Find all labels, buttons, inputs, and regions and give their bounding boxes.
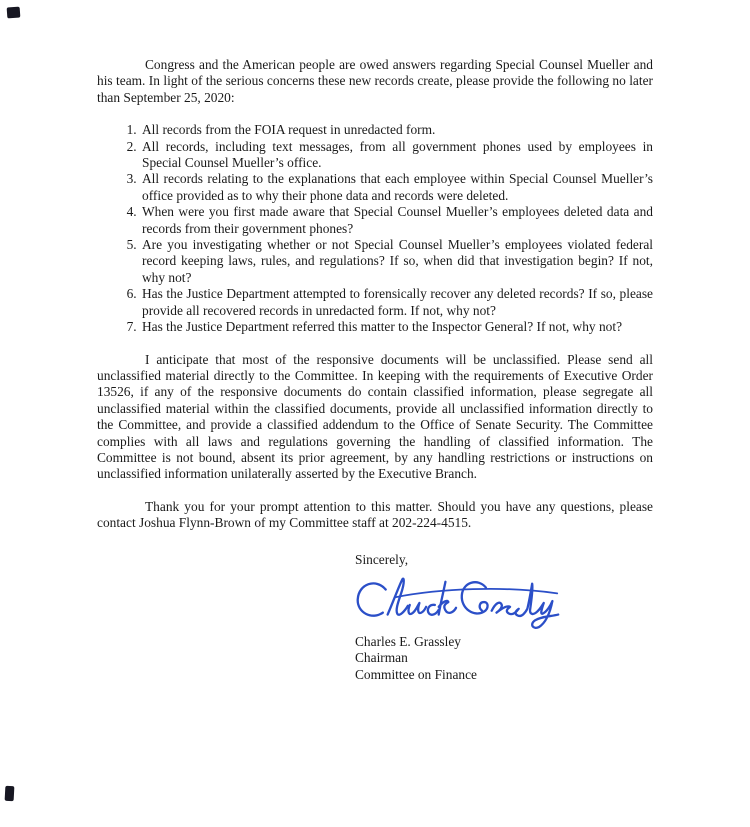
request-item-2: 2. All records, including text messages, from all government phones used by employees in Special Counsel Mueller’s office. [140, 139, 653, 172]
closing-block [355, 552, 653, 684]
signer-organization: Committee on Finance [355, 666, 477, 682]
numbered-request-list [97, 122, 653, 335]
request-item-1: 1. All records from the FOIA request in unredacted form. [140, 122, 653, 138]
request-item-7: 7. Has the Justice Department referred this matter to the Inspector General? If not, why not? [140, 319, 653, 335]
scan-artifact-bottom-left [5, 786, 15, 801]
scan-artifact-top-left [7, 7, 21, 19]
closing-salutation: Sincerely, [355, 551, 409, 567]
signature-image [351, 574, 563, 632]
signer-name: Charles E. Grassley [355, 633, 461, 649]
request-item-6: 6. Has the Justice Department attempted to forensically recover any deleted records? If so, please provide all recovered records in unredacted form. If not, why not? [140, 286, 653, 319]
request-item-4: 4. When were you first made aware that Special Counsel Mueller’s employees deleted data and records from their government phones? [140, 204, 653, 237]
paragraph-classification: I anticipate that most of the responsive documents will be unclassified. Please send all unclassified material directly to the Committee. In keeping with the requirements of Executive Order 13526, if any of the responsive documents do contain classified information, please segregate all unclassified material within the classified documents, provide all unclassified information directly to the Committee, and provide a classified addendum to the Office of Senate Security. The Committee complies with all laws and regulations governing the handling of classified information. The Committee is not bound, absent its prior agreement, by any handling restrictions or instructions on unclassified information unilaterally asserted by the Executive Branch. [97, 351, 653, 482]
paragraph-intro: Congress and the American people are owed answers regarding Special Counsel Mueller and his team. In light of the serious concerns these new records create, please provide the following no later than September 25, 2020: [97, 57, 653, 105]
request-item-5: 5. Are you investigating whether or not Special Counsel Mueller’s employees violated federal record keeping laws, rules, and regulations? If so, when did that investigation begin? If not, why not? [140, 237, 653, 286]
signer-block [355, 634, 653, 683]
signer-title: Chairman [355, 650, 408, 666]
request-item-3: 3. All records relating to the explanations that each employee within Special Counsel Mueller’s office provided as to why their phone data and records were deleted. [140, 171, 653, 204]
paragraph-thanks: Thank you for your prompt attention to this matter. Should you have any questions, please contact Joshua Flynn-Brown of my Committee staff at 202-224-4515. [97, 498, 653, 531]
